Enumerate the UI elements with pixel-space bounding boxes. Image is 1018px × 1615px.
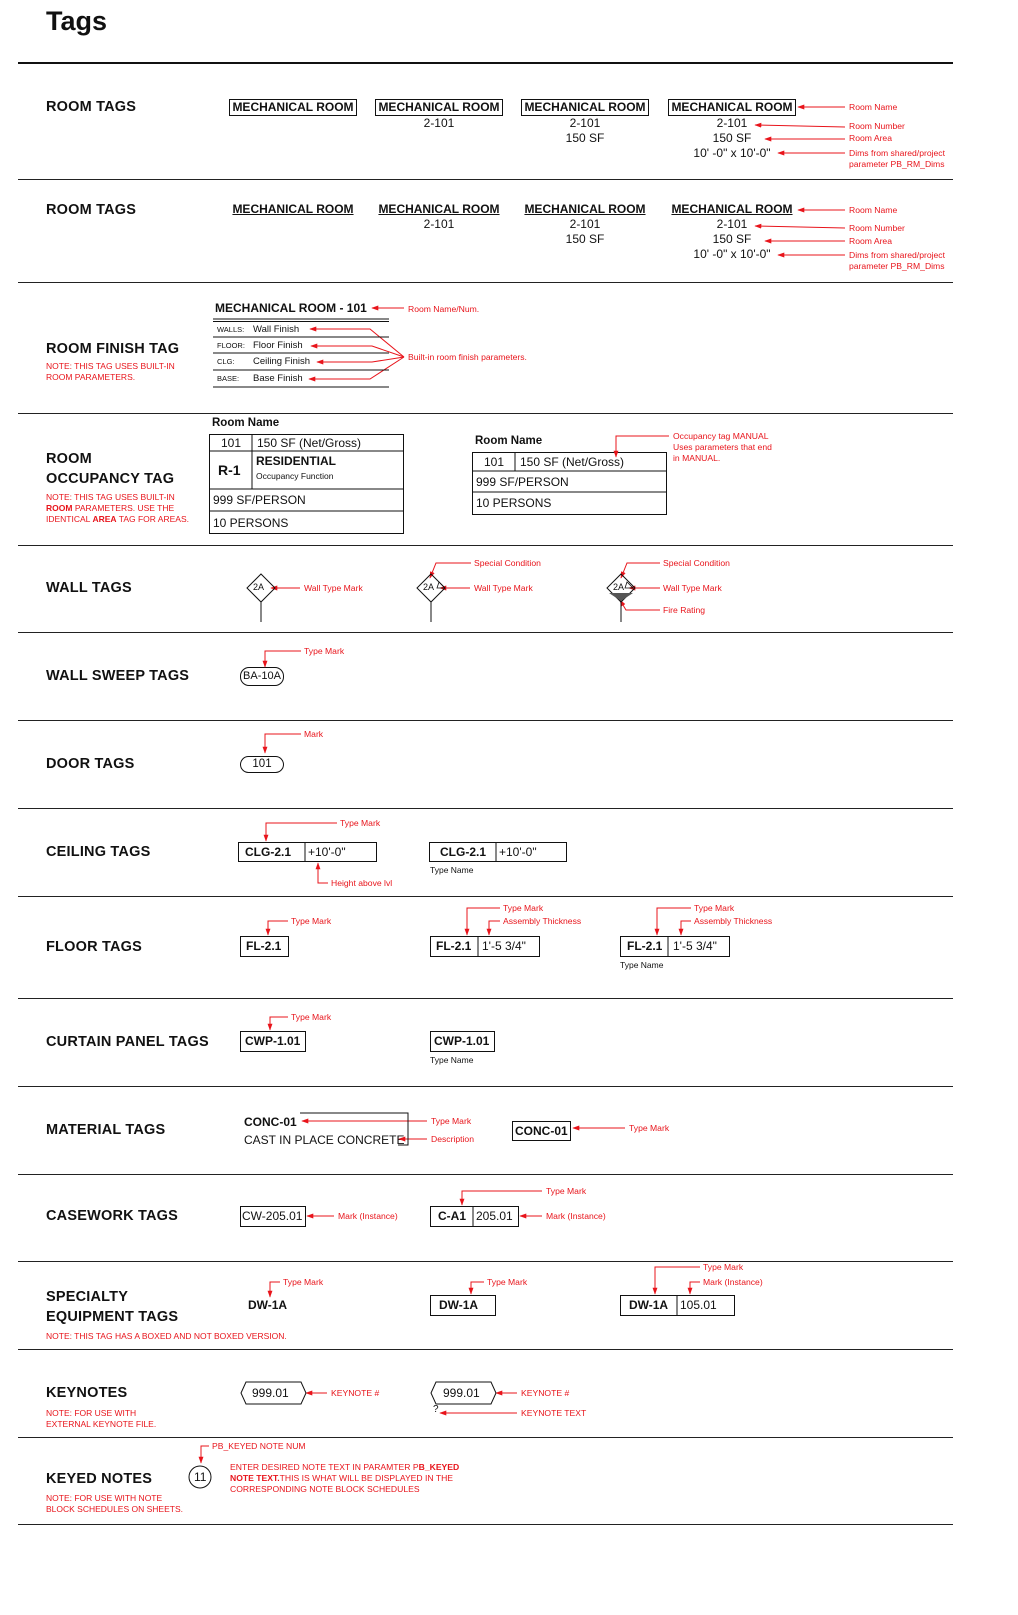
annotation-label: Type Mark (340, 818, 381, 828)
occupancy-room-number: 101 (221, 436, 242, 450)
section-label-curtain-panel: CURTAIN PANEL TAGS (46, 1034, 209, 1050)
wall-type-mark: 2A (613, 582, 625, 592)
specialty-type-mark: DW-1A (248, 1298, 288, 1312)
room-name: MECHANICAL ROOM (524, 202, 646, 216)
finish-value: Ceiling Finish (253, 356, 311, 367)
ceiling-height: +10'-0" (499, 845, 537, 859)
section-label-floor: FLOOR TAGS (46, 939, 142, 955)
divider (18, 1086, 953, 1087)
section-label-ceiling: CEILING TAGS (46, 844, 151, 860)
annotation-label: Built-in room finish parameters. (408, 352, 527, 362)
occupancy-title: Room Name (212, 417, 280, 429)
material-description: CAST IN PLACE CONCRETE (244, 1133, 405, 1147)
annotation-label: Room Name (849, 205, 898, 215)
occupancy-load: 999 SF/PERSON (476, 475, 569, 489)
section-label-specialty: SPECIALTY (46, 1289, 129, 1305)
occupancy-persons: 10 PERSONS (213, 516, 289, 530)
room-name: MECHANICAL ROOM (229, 99, 356, 116)
occupancy-room-number: 101 (484, 455, 505, 469)
annotation-label: KEYNOTE # (521, 1388, 570, 1398)
room-tag (515, 99, 655, 146)
section-note: EXTERNAL KEYNOTE FILE. (46, 1419, 157, 1429)
annotation-label: Type Mark (546, 1186, 587, 1196)
occupancy-code: R-1 (218, 462, 241, 478)
floor-thickness: 1'-5 3/4" (673, 939, 717, 953)
annotation-label: Type Mark (304, 646, 345, 656)
type-name-label: Type Name (620, 960, 664, 970)
divider (18, 720, 953, 721)
divider (18, 413, 953, 414)
occupancy-load: 999 SF/PERSON (213, 493, 306, 507)
section-label-keyed-notes: KEYED NOTES (46, 1471, 153, 1487)
annotation-label: Type Mark (487, 1277, 528, 1287)
divider (18, 1437, 953, 1438)
annotation-label: Fire Rating (663, 605, 706, 615)
section-note: NOTE: THIS TAG USES BUILT-IN (46, 361, 175, 371)
section-label-room-tags: ROOM TAGS (46, 202, 137, 218)
annotation-label: Wall Type Mark (663, 583, 722, 593)
floor-thickness: 1'-5 3/4" (482, 939, 526, 953)
annotation-label: Room Name/Num. (408, 304, 480, 314)
room-number: 2-101 (423, 217, 455, 231)
annotation-label: NOTE TEXT.THIS IS WHAT WILL BE DISPLAYED IN THE (230, 1473, 454, 1483)
room-dims: 10' -0" x 10'-0" (693, 146, 771, 160)
section-note: NOTE: THIS TAG HAS A BOXED AND NOT BOXED VERSION. (46, 1331, 287, 1341)
type-name-label: Type Name (430, 1055, 474, 1065)
section-label-door-tags: DOOR TAGS (46, 756, 135, 772)
room-number: 2-101 (423, 116, 455, 130)
ceiling-height: +10'-0" (308, 845, 346, 859)
page-title: Tags (46, 6, 108, 36)
divider (18, 632, 953, 633)
finish-key: FLOOR: (217, 341, 245, 350)
section-label-specialty: EQUIPMENT TAGS (46, 1309, 179, 1325)
room-number: 2-101 (716, 217, 748, 231)
keynote-text: ? (433, 1404, 439, 1415)
divider (18, 1524, 953, 1525)
section-label-wall-tags: WALL TAGS (46, 580, 132, 596)
room-area: 150 SF (565, 131, 605, 145)
finish-value: Floor Finish (253, 340, 303, 351)
specialty-type-mark: DW-1A (629, 1298, 669, 1312)
door-tag: 101 (240, 756, 284, 773)
section-note: IDENTICAL AREA TAG FOR AREAS. (46, 514, 189, 524)
material-type-mark: CONC-01 (515, 1124, 568, 1138)
occupancy-persons: 10 PERSONS (476, 496, 552, 510)
section-label-keynotes: KEYNOTES (46, 1385, 128, 1401)
annotation-label: Room Area (849, 133, 892, 143)
finish-key: WALLS: (217, 325, 245, 334)
section-label-casework: CASEWORK TAGS (46, 1208, 179, 1224)
annotation-label: parameter PB_RM_Dims (849, 261, 945, 271)
occupancy-area: 150 SF (Net/Gross) (257, 436, 362, 450)
annotation-label: Type Mark (291, 916, 332, 926)
divider (18, 179, 953, 180)
divider (18, 62, 953, 64)
room-name: MECHANICAL ROOM (378, 202, 500, 216)
room-name: MECHANICAL ROOM (232, 202, 354, 216)
room-tag (662, 99, 802, 161)
annotation-label: Wall Type Mark (474, 583, 533, 593)
annotation-label: in MANUAL. (673, 453, 721, 463)
occupancy-function: RESIDENTIAL (256, 454, 337, 468)
floor-type-mark: FL-2.1 (246, 939, 282, 953)
room-tag (515, 202, 655, 247)
annotation-label: Dims from shared/project (849, 148, 945, 158)
divider (18, 1174, 953, 1175)
annotation-label: Room Number (849, 223, 905, 233)
room-area: 150 SF (565, 232, 605, 246)
section-note: ROOM PARAMETERS. (46, 372, 136, 382)
casework-instance-mark: 205.01 (476, 1209, 513, 1223)
annotation-label: Room Area (849, 236, 892, 246)
section-label-wall-sweep: WALL SWEEP TAGS (46, 668, 190, 684)
section-note: NOTE: THIS TAG USES BUILT-IN (46, 492, 175, 502)
section-note: NOTE: FOR USE WITH NOTE (46, 1493, 163, 1503)
room-area: 150 SF (712, 232, 752, 246)
room-name: MECHANICAL ROOM (668, 99, 795, 116)
divider (18, 545, 953, 546)
annotation-label: parameter PB_RM_Dims (849, 159, 945, 169)
divider (18, 998, 953, 999)
annotation-label: KEYNOTE TEXT (521, 1408, 587, 1418)
divider (18, 1261, 953, 1262)
ceiling-type-mark: CLG-2.1 (245, 845, 292, 859)
material-type-mark: CONC-01 (244, 1115, 297, 1129)
annotation-label: Mark (Instance) (338, 1211, 398, 1221)
divider (18, 896, 953, 897)
room-tag (223, 99, 363, 116)
section-label-material: MATERIAL TAGS (46, 1122, 166, 1138)
specialty-instance-mark: 105.01 (680, 1298, 717, 1312)
annotation-label: Type Mark (291, 1012, 332, 1022)
room-tag (369, 202, 509, 232)
annotation-label: Type Mark (703, 1262, 744, 1272)
section-note: BLOCK SCHEDULES ON SHEETS. (46, 1504, 183, 1514)
type-name-label: Type Name (430, 865, 474, 875)
annotation-label: ENTER DESIRED NOTE TEXT IN PARAMTER PB_KEYED (230, 1462, 460, 1472)
occupancy-function-sub: Occupancy Function (256, 471, 334, 481)
section-note: NOTE: FOR USE WITH (46, 1408, 137, 1418)
section-note: ROOM PARAMETERS. USE THE (46, 503, 175, 513)
room-name: MECHANICAL ROOM (671, 202, 793, 216)
floor-type-mark: FL-2.1 (627, 939, 663, 953)
annotation-label: Mark (Instance) (546, 1211, 606, 1221)
finish-key: BASE: (217, 374, 240, 383)
annotation-label: Height above lvl (331, 878, 393, 888)
annotation-label: Room Number (849, 121, 905, 131)
casework-mark: CW-205.01 (242, 1209, 303, 1223)
annotation-label: Type Mark (283, 1277, 324, 1287)
curtain-type-mark: CWP-1.01 (245, 1034, 301, 1048)
divider (18, 1349, 953, 1350)
annotation-label: PB_KEYED NOTE NUM (212, 1441, 306, 1451)
section-label-occupancy: OCCUPANCY TAG (46, 471, 175, 487)
wall-type-mark: 2A (253, 582, 265, 592)
wall-type-mark: 2A (423, 582, 435, 592)
annotation-label: CORRESPONDING NOTE BLOCK SCHEDULES (230, 1484, 420, 1494)
finish-key: CLG: (217, 357, 235, 366)
finish-value: Base Finish (253, 373, 303, 384)
annotation-label: Type Mark (694, 903, 735, 913)
room-area: 150 SF (712, 131, 752, 145)
annotation-label: Special Condition (663, 558, 730, 568)
annotation-label: Special Condition (474, 558, 541, 568)
keyed-note-number: 11 (194, 1470, 207, 1484)
keynote-value: 999.01 (252, 1386, 289, 1400)
room-tag (662, 202, 802, 262)
curtain-type-mark: CWP-1.01 (434, 1034, 490, 1048)
ceiling-type-mark: CLG-2.1 (440, 845, 487, 859)
annotation-label: Assembly Thickness (694, 916, 773, 926)
divider (18, 808, 953, 809)
room-tag (223, 202, 363, 217)
room-name: MECHANICAL ROOM (375, 99, 502, 116)
room-tag (369, 99, 509, 131)
annotation-label: Type Mark (629, 1123, 670, 1133)
annotation-label: Type Mark (503, 903, 544, 913)
annotation-label: Uses parameters that end (673, 442, 772, 452)
room-number: 2-101 (569, 217, 601, 231)
divider (18, 282, 953, 283)
finish-tag-header: MECHANICAL ROOM - 101 (215, 301, 367, 315)
occupancy-title: Room Name (475, 435, 543, 447)
annotation-label: Description (431, 1134, 474, 1144)
occupancy-area: 150 SF (Net/Gross) (520, 455, 625, 469)
room-dims: 10' -0" x 10'-0" (693, 247, 771, 261)
annotation-label: Mark (Instance) (703, 1277, 763, 1287)
finish-value: Wall Finish (253, 324, 300, 335)
wall-sweep-tag: BA-10A (240, 667, 284, 686)
section-label-room-finish: ROOM FINISH TAG (46, 341, 180, 357)
room-name: MECHANICAL ROOM (521, 99, 648, 116)
floor-type-mark: FL-2.1 (436, 939, 472, 953)
annotation-label: Mark (304, 729, 324, 739)
specialty-type-mark: DW-1A (439, 1298, 479, 1312)
casework-type-mark: C-A1 (438, 1209, 467, 1223)
annotation-label: Type Mark (431, 1116, 472, 1126)
annotation-label: KEYNOTE # (331, 1388, 380, 1398)
room-number: 2-101 (716, 116, 748, 130)
annotation-label: Room Name (849, 102, 898, 112)
keynote-value: 999.01 (443, 1386, 480, 1400)
annotation-label: Wall Type Mark (304, 583, 363, 593)
wall-tag-fills (437, 582, 633, 601)
room-number: 2-101 (569, 116, 601, 130)
annotation-label: Occupancy tag MANUAL (673, 431, 769, 441)
section-label-occupancy: ROOM (46, 451, 92, 467)
section-label-room-tags: ROOM TAGS (46, 99, 137, 115)
annotation-label: Dims from shared/project (849, 250, 945, 260)
annotation-label: Assembly Thickness (503, 916, 582, 926)
